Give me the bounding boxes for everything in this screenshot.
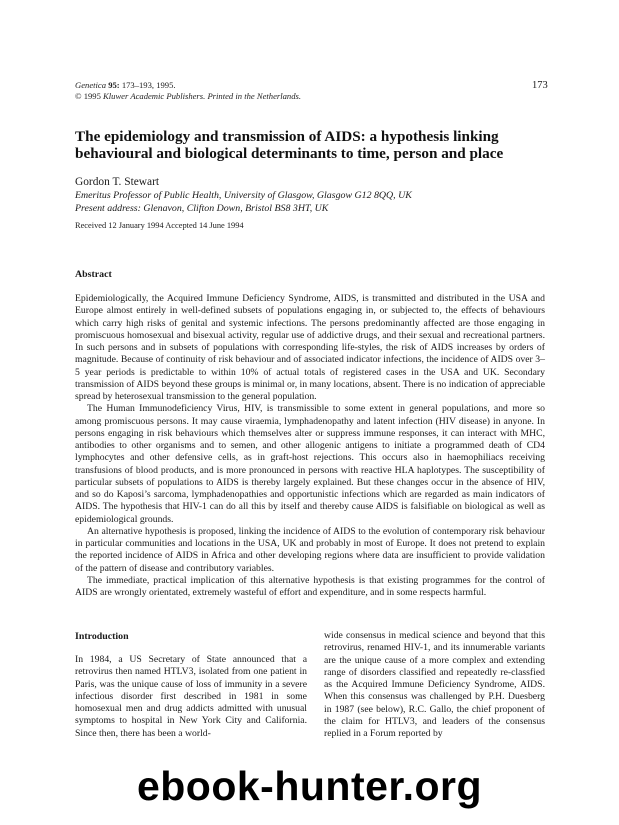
introduction-heading: Introduction — [75, 631, 129, 642]
page-number: 173 — [532, 80, 548, 91]
article-title: The epidemiology and transmission of AIDS: a hypothesis linking behavioural and biological determinants to time, person and place — [75, 128, 504, 162]
abstract-paragraph: The immediate, practical implication of this alternative hypothesis is that existing programmes for the control of AIDS are wrongly orientated, extremely wasteful of effort and expenditure, and in some respects harmful. — [75, 574, 545, 598]
introduction-left-column: In 1984, a US Secretary of State announced that a retrovirus then named HTLV3, isolated from one patient in Paris, was the unique cause of loss of immunity in a severe infectious disorder first described in 1981 in some homosexual men and drug addicts admitted with unusual symptoms to hospital in New York City and California. Since then, there has been a world- — [75, 654, 307, 739]
printed-location: Printed in the Netherlands. — [207, 91, 302, 101]
abstract-body — [75, 293, 545, 599]
journal-citation — [75, 80, 301, 102]
copyright-year: 1995 — [83, 91, 101, 101]
copyright-line — [75, 91, 301, 102]
abstract-paragraph: The Human Immunodeficiency Virus, HIV, is transmissible to some extent in general populations, and more so among promiscuous persons. It may cause viraemia, lymphadenopathy and latent infection (HIV disease) in anyone. In persons engaging in risk behaviours which themselves alter or suppress immune responses, it can interact with MHC, antibodies to other organisms and to semen, and other allogenic antigens to initiate a programmed death of CD4 lymphocytes and other defensive cells, as in graft-host rejections. This occurs also in haemophiliacs receiving transfusions of blood products, and is more pronounced in persons with reactive HLA haplotypes. The susceptibility of particular subsets of populations to AIDS is thereby largely explained. But these changes occur in the absence of HIV, and so do Kaposi’s sarcoma, lymphadenopathies and opportunistic infections which are regarded as main indicators of AIDS. The hypothesis that HIV-1 can do all this by itself and thereby cause AIDS is falsifiable on biological as well as epidemiological grounds. — [75, 403, 545, 525]
author-name: Gordon T. Stewart — [75, 176, 160, 188]
introduction-right-column: wide consensus in medical science and beyond that this retrovirus, renamed HIV-1, and its innumerable variants are the unique cause of a more complex and extending range of disorders classified and repeatedly re-classfied as the Acquired Immune Deficiency Syndrome, AIDS. When this consensus was challenged by P.H. Duesberg in 1987 (see below), R.C. Gallo, the chief proponent of the claim for HTLV3, and leaders of the consensus replied in a Forum reported by — [324, 630, 545, 739]
publisher: Kluwer Academic Publishers. — [103, 91, 206, 101]
citation-line — [75, 80, 301, 91]
abstract-paragraph: An alternative hypothesis is proposed, linking the incidence of AIDS to the evolution of contemporary risk behaviour in particular communities and locations in the USA, UK and probably in most of Europe. It does not pretend to explain the reported incidence of AIDS in Africa and other developing regions where data are insufficient to provide validation of the pattern of disease and contributory variables. — [75, 525, 545, 574]
journal-volume: 95: — [108, 80, 120, 90]
journal-name: Genetica — [75, 80, 107, 90]
received-dates: Received 12 January 1994 Accepted 14 June 1994 — [75, 221, 244, 230]
abstract-heading: Abstract — [75, 269, 112, 280]
affiliation-block — [75, 189, 412, 215]
present-address: Present address: Glenavon, Clifton Down, Bristol BS8 3HT, UK — [75, 203, 329, 214]
journal-pages-year: 173–193, 1995. — [121, 80, 176, 90]
abstract-paragraph: Epidemiologically, the Acquired Immune Deficiency Syndrome, AIDS, is transmitted and distributed in the USA and Europe almost entirely in well-defined subsets of populations engaging in, or subjected to, the effects of behaviours which carry high risks of genital and systemic infections. The persons predominantly affected are those engaging in promiscuous homosexual and bisexual activity, regular use of addictive drugs, and their sexual and recreational partners. In such persons and in subsets of populations with corresponding life-styles, the risk of AIDS increases by orders of magnitude. Because of continuity of risk behaviour and of associated indicator infections, the incidence of AIDS over 3–5 year periods is predictable to within 10% of actual totals of registered cases in the USA and UK. Secondary transmission of AIDS beyond these groups is minimal or, in many locations, absent. There is no indication of appreciable spread by heterosexual transmission to the general population. — [75, 293, 545, 402]
copyright-symbol: © — [75, 91, 82, 101]
affiliation: Emeritus Professor of Public Health, University of Glasgow, Glasgow G12 8QQ, UK — [75, 190, 412, 201]
watermark: ebook-hunter.org — [136, 763, 483, 809]
